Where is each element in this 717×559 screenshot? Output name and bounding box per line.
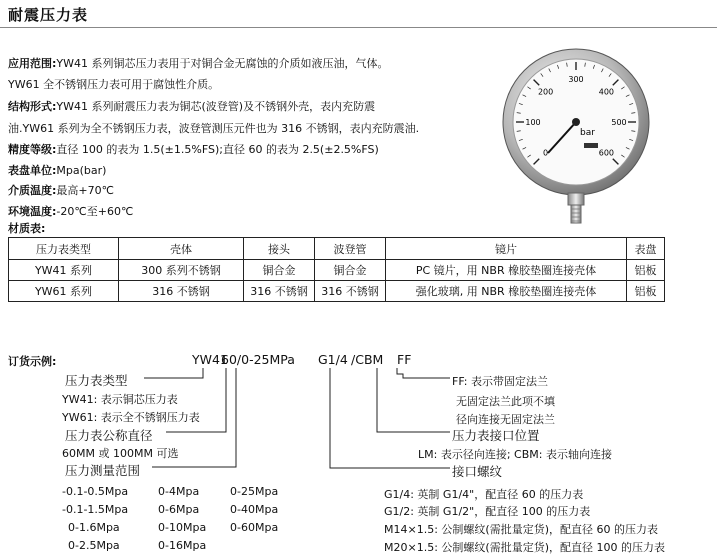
thread-title: 接口螺纹 — [452, 464, 503, 479]
app-text: YW41 系列铜芯压力表用于对铜合金无腐蚀的介质如液压油，气体。 — [56, 57, 389, 70]
range-item: 0-1.6Mpa — [68, 521, 120, 534]
order-code-range: 60/0-25MPa — [221, 352, 295, 367]
flange-radial: 径向连接无固定法兰 — [456, 413, 555, 426]
struct-label: 结构形式: — [8, 100, 57, 113]
thread-item: M20×1.5: 公制螺纹(需批量定货)，配直径 100 的压力表 — [384, 541, 665, 554]
type-yw61: YW61: 表示全不锈钢压力表 — [62, 411, 200, 424]
range-item: 0-4Mpa — [158, 485, 200, 498]
port-title: 压力表接口位置 — [452, 428, 540, 443]
env-temp-label: 环境温度: — [8, 205, 57, 218]
thread-item: G1/4: 英制 G1/4"，配直径 60 的压力表 — [384, 488, 584, 501]
app-label: 应用范围: — [8, 57, 57, 70]
struct-text: YW41 系列耐震压力表为铜芯(波登管)及不锈钢外壳，表内充防震 — [56, 100, 376, 113]
type-yw41: YW41: 表示铜芯压力表 — [62, 393, 178, 406]
table-header-cell: 壳体 — [119, 238, 244, 260]
table-cell: PC 镜片，用 NBR 橡胶垫圈连接壳体 — [386, 260, 627, 281]
gauge-unit: bar — [580, 128, 595, 138]
order-code-connection: G1/4 — [318, 352, 348, 367]
gauge-tick-label: 400 — [598, 87, 615, 97]
flange-none: 无固定法兰此项不填 — [456, 395, 555, 408]
struct-line-2: 油.YW61 系列为全不锈钢压力表，波登管测压元件也为 316 不锈钢，表内充防震油. — [8, 122, 420, 135]
medium-temp-text: 最高+70℃ — [56, 184, 114, 197]
order-code-flange: FF — [397, 352, 412, 367]
range-item: -0.1-0.5Mpa — [62, 485, 129, 498]
table-cell: 铝板 — [627, 281, 665, 302]
table-cell: 316 不锈钢 — [315, 281, 386, 302]
order-code-mount: /CBM — [351, 352, 384, 367]
page-title: 耐震压力表 — [8, 6, 89, 24]
env-temp-text: -20℃至+60℃ — [56, 205, 134, 218]
table-header-cell: 压力表类型 — [9, 238, 119, 260]
diameter-title: 压力表公称直径 — [65, 428, 153, 443]
gauge-tick-label: 600 — [598, 148, 615, 158]
gauge-tick-label: 200 — [537, 87, 554, 97]
table-cell: YW41 系列 — [9, 260, 119, 281]
range-title: 压力测量范围 — [65, 463, 141, 478]
diameter-text: 60MM 或 100MM 可选 — [62, 447, 179, 460]
table-cell: YW61 系列 — [9, 281, 119, 302]
medium-temp-label: 介质温度: — [8, 184, 57, 197]
range-item: -0.1-1.5Mpa — [62, 503, 129, 516]
type-title: 压力表类型 — [65, 373, 128, 388]
gauge-tick-label: 500 — [611, 118, 627, 127]
table-cell: 铜合金 — [315, 260, 386, 281]
thread-item: M14×1.5: 公制螺纹(需批量定货)，配直径 60 的压力表 — [384, 523, 658, 536]
unit-text: Mpa(bar) — [56, 164, 107, 177]
table-cell: 300 系列不锈钢 — [119, 260, 244, 281]
accuracy-label: 精度等级: — [8, 143, 57, 156]
range-item: 0-2.5Mpa — [68, 539, 120, 552]
range-item: 0-60Mpa — [230, 521, 279, 534]
range-item: 0-25Mpa — [230, 485, 279, 498]
table-header-cell: 表盘 — [627, 238, 665, 260]
unit-label: 表盘单位: — [8, 164, 57, 177]
range-item: 0-40Mpa — [230, 503, 279, 516]
order-label: 订货示例: — [8, 355, 57, 368]
gauge-tick-label: 300 — [568, 75, 584, 84]
range-item: 0-10Mpa — [158, 521, 207, 534]
app-line-2: YW61 全不锈钢压力表可用于腐蚀性介质。 — [8, 78, 220, 91]
table-cell: 铝板 — [627, 260, 665, 281]
table-cell: 316 不锈钢 — [244, 281, 315, 302]
table-header-cell: 波登管 — [315, 238, 386, 260]
table-header-cell: 镜片 — [386, 238, 627, 260]
table-cell: 铜合金 — [244, 260, 315, 281]
table-header-cell: 接头 — [244, 238, 315, 260]
gauge-tick-label: 100 — [525, 118, 541, 127]
range-item: 0-16Mpa — [158, 539, 207, 552]
accuracy-text: 直径 100 的表为 1.5(±1.5%FS);直径 60 的表为 2.5(±2.5%FS) — [56, 143, 379, 156]
order-code-model: YW41 — [192, 352, 228, 367]
material-label: 材质表: — [8, 222, 46, 235]
gauge-tick-label: 0 — [543, 148, 549, 158]
range-item: 0-6Mpa — [158, 503, 200, 516]
flange-text: FF: 表示带固定法兰 — [452, 375, 549, 388]
table-cell: 强化玻璃, 用 NBR 橡胶垫圈连接壳体 — [386, 281, 627, 302]
table-cell: 316 不锈钢 — [119, 281, 244, 302]
port-text: LM: 表示径向连接; CBM: 表示轴向连接 — [418, 448, 612, 461]
thread-item: G1/2: 英制 G1/2"，配直径 100 的压力表 — [384, 505, 591, 518]
